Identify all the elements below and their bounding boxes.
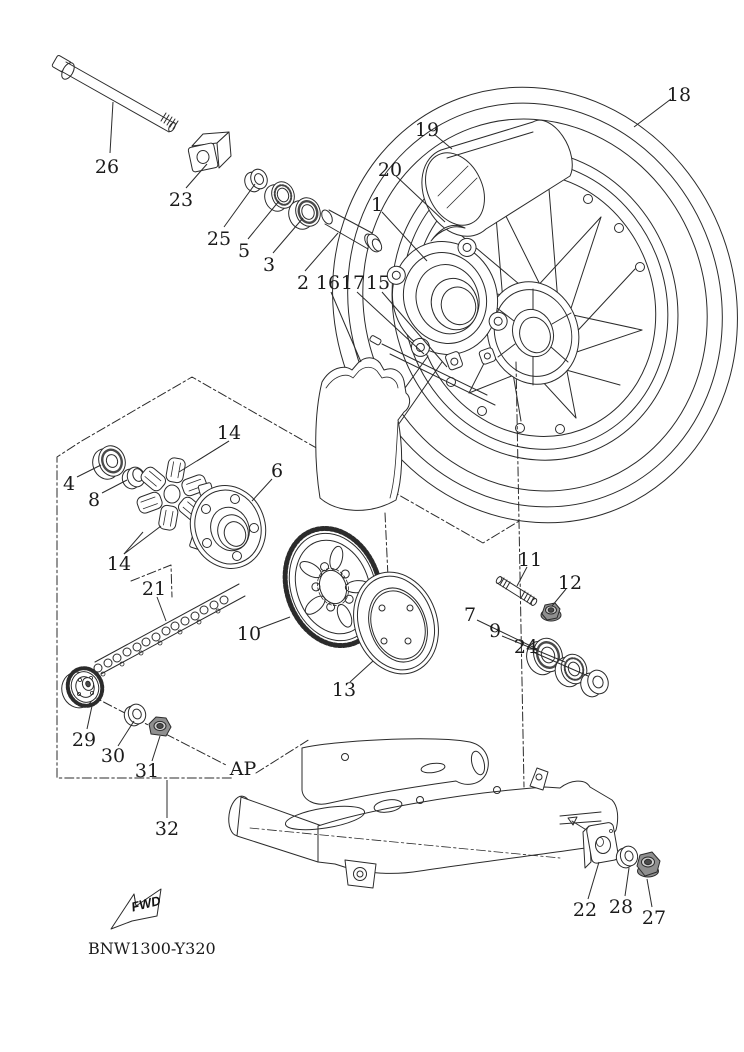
leader-line-29	[87, 706, 92, 729]
callout-4[interactable]: 4	[62, 473, 76, 495]
callout-16[interactable]: 16	[315, 272, 341, 294]
swingarm-lower-bracket	[345, 860, 376, 888]
leader-line-3	[273, 218, 303, 253]
callout-14[interactable]: 14	[106, 553, 132, 575]
callout-27[interactable]: 27	[641, 907, 667, 929]
stud-threads	[500, 578, 534, 604]
leader-line-30	[118, 721, 134, 746]
locknut-31	[149, 717, 171, 736]
callout-5[interactable]: 5	[237, 240, 251, 262]
leader-line-10	[258, 617, 290, 629]
callout-1[interactable]: 1	[370, 194, 384, 216]
leader-line-2	[305, 233, 338, 271]
callout-10[interactable]: 10	[236, 623, 262, 645]
drawing-code: BNW1300-Y320	[88, 939, 216, 958]
leader-line-28	[625, 868, 629, 896]
callout-6[interactable]: 6	[270, 460, 284, 482]
leader-line-6	[252, 479, 272, 501]
nut-12	[541, 603, 561, 621]
stud-11	[495, 576, 538, 607]
washer-28	[614, 844, 640, 870]
dash-segment-sprocket	[385, 513, 388, 577]
leader-line-18	[634, 99, 671, 127]
leader-line-27	[647, 879, 652, 907]
axle-nut-27	[637, 852, 660, 877]
callout-19[interactable]: 19	[414, 119, 440, 141]
washer-30	[122, 702, 149, 729]
drive-chain	[94, 584, 245, 676]
fwd-label: FWD	[129, 892, 163, 915]
callout-AP[interactable]: AP	[229, 758, 257, 780]
callout-14[interactable]: 14	[216, 422, 242, 444]
callout-31[interactable]: 31	[134, 760, 160, 782]
callout-9[interactable]: 9	[488, 620, 502, 642]
callout-2[interactable]: 2	[296, 272, 310, 294]
axle-shaft	[52, 55, 178, 133]
callout-8[interactable]: 8	[87, 489, 101, 511]
callout-13[interactable]: 13	[331, 679, 357, 701]
callout-29[interactable]: 29	[71, 729, 97, 751]
leader-line-22	[588, 862, 599, 899]
leader-line-14	[124, 526, 161, 554]
callout-11[interactable]: 11	[517, 549, 543, 571]
leader-line-25	[224, 184, 255, 227]
mud-flap	[316, 358, 410, 511]
callout-3[interactable]: 3	[262, 254, 276, 276]
callout-21[interactable]: 21	[141, 578, 167, 600]
callout-15[interactable]: 15	[365, 272, 391, 294]
callout-12[interactable]: 12	[557, 572, 583, 594]
leader-line-14	[179, 441, 229, 472]
callout-18[interactable]: 18	[666, 84, 692, 106]
callout-7[interactable]: 7	[463, 604, 477, 626]
callout-24[interactable]: 24	[513, 636, 539, 658]
leader-line-14	[124, 532, 143, 554]
callout-22[interactable]: 22	[572, 899, 598, 921]
callout-23[interactable]: 23	[168, 189, 194, 211]
callout-25[interactable]: 25	[206, 228, 232, 250]
leader-line-31	[152, 736, 160, 761]
callout-30[interactable]: 30	[100, 745, 126, 767]
leader-line-5	[248, 201, 279, 239]
leader-line-8	[102, 480, 127, 493]
callout-32[interactable]: 32	[154, 818, 180, 840]
callout-26[interactable]: 26	[94, 156, 120, 178]
leader-line-26	[110, 102, 113, 153]
swingarm	[226, 739, 617, 888]
leader-line-21	[157, 597, 166, 621]
adjuster-block-right	[583, 822, 619, 868]
callout-17[interactable]: 17	[340, 272, 366, 294]
callout-28[interactable]: 28	[608, 896, 634, 918]
adjuster-block-left	[188, 132, 231, 172]
callout-20[interactable]: 20	[377, 159, 403, 181]
swingarm-far-arm	[302, 739, 488, 804]
